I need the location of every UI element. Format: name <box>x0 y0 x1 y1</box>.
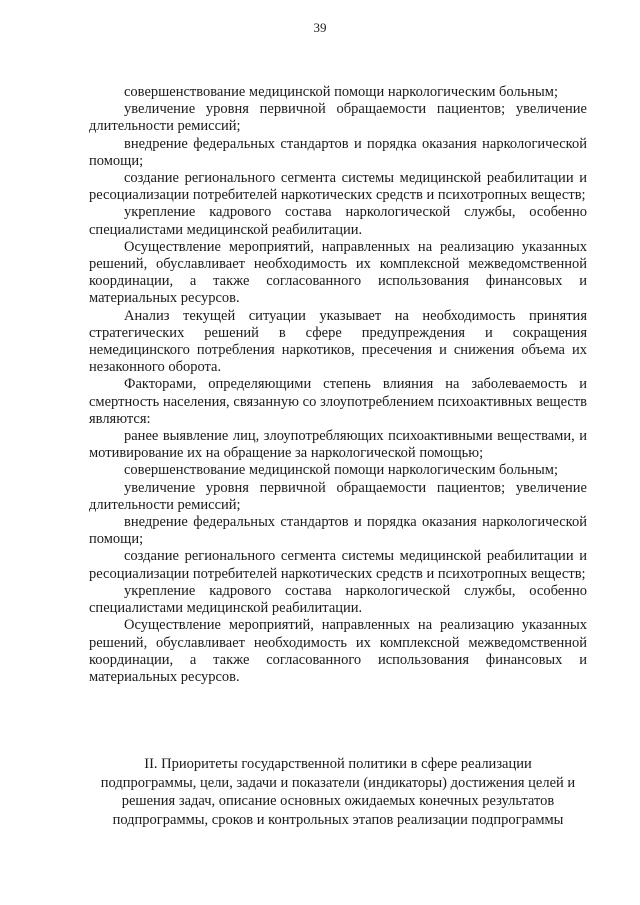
section-heading <box>89 755 587 829</box>
paragraph: совершенствование медицинской помощи наркологическим больным; <box>124 462 558 479</box>
paragraph: укрепление кадрового состава наркологической службы, особенно специалистами медицинской реабилитации. <box>89 582 587 617</box>
body-text <box>89 84 587 686</box>
section-heading-line: II. Приоритеты государственной политики в сфере реализации <box>144 756 532 772</box>
section-heading-line: подпрограммы, цели, задачи и показатели (индикаторы) достижения целей и <box>100 774 576 791</box>
page-number: 39 <box>313 20 327 35</box>
paragraph: Осуществление мероприятий, направленных на реализацию указанных решений, обуславливает необходимость их комплексной межведомственной координации, а также согласованного использования финансовых и материальных ресурсов. <box>89 238 587 307</box>
paragraph: увеличение уровня первичной обращаемости пациентов; увеличение длительности ремиссий; <box>89 479 587 513</box>
paragraph: Факторами, определяющими степень влияния на заболеваемость и смертность населения, связанную со злоупотреблением психоактивных веществ являются: <box>89 376 587 427</box>
paragraph: увеличение уровня первичной обращаемости пациентов; увеличение длительности ремиссий; <box>89 101 587 135</box>
paragraph: укрепление кадрового состава наркологической службы, особенно специалистами медицинской реабилитации. <box>89 204 587 238</box>
section-heading-line: решения задач, описание основных ожидаемых конечных результатов <box>121 793 555 809</box>
paragraph: внедрение федеральных стандартов и порядка оказания наркологической помощи; <box>89 135 587 169</box>
paragraph: создание регионального сегмента системы медицинской реабилитации и ресоциализации потребителей наркотических средств и психотропных веществ; <box>89 548 587 582</box>
paragraph: совершенствование медицинской помощи наркологическим больным; <box>124 84 558 100</box>
paragraph: создание регионального сегмента системы медицинской реабилитации и ресоциализации потребителей наркотических средств и психотропных веществ; <box>89 170 587 204</box>
paragraph: внедрение федеральных стандартов и порядка оказания наркологической помощи; <box>89 514 587 548</box>
section-heading-line: подпрограммы, сроков и контрольных этапов реализации подпрограммы <box>112 811 564 828</box>
paragraph: Осуществление мероприятий, направленных на реализацию указанных решений, обуславливает необходимость их комплексной межведомственной координации, а также согласованного использования финансовых и материальных ресурсов. <box>89 617 587 685</box>
paragraph: ранее выявление лиц, злоупотребляющих психоактивными веществами, и мотивирование их на обращение за наркологической помощью; <box>89 428 587 462</box>
paragraph: Анализ текущей ситуации указывает на необходимость принятия стратегических решений в сфере предупреждения и сокращения немедицинского потребления наркотиков, пресечения и снижения объема их незаконного оборота. <box>89 307 587 376</box>
